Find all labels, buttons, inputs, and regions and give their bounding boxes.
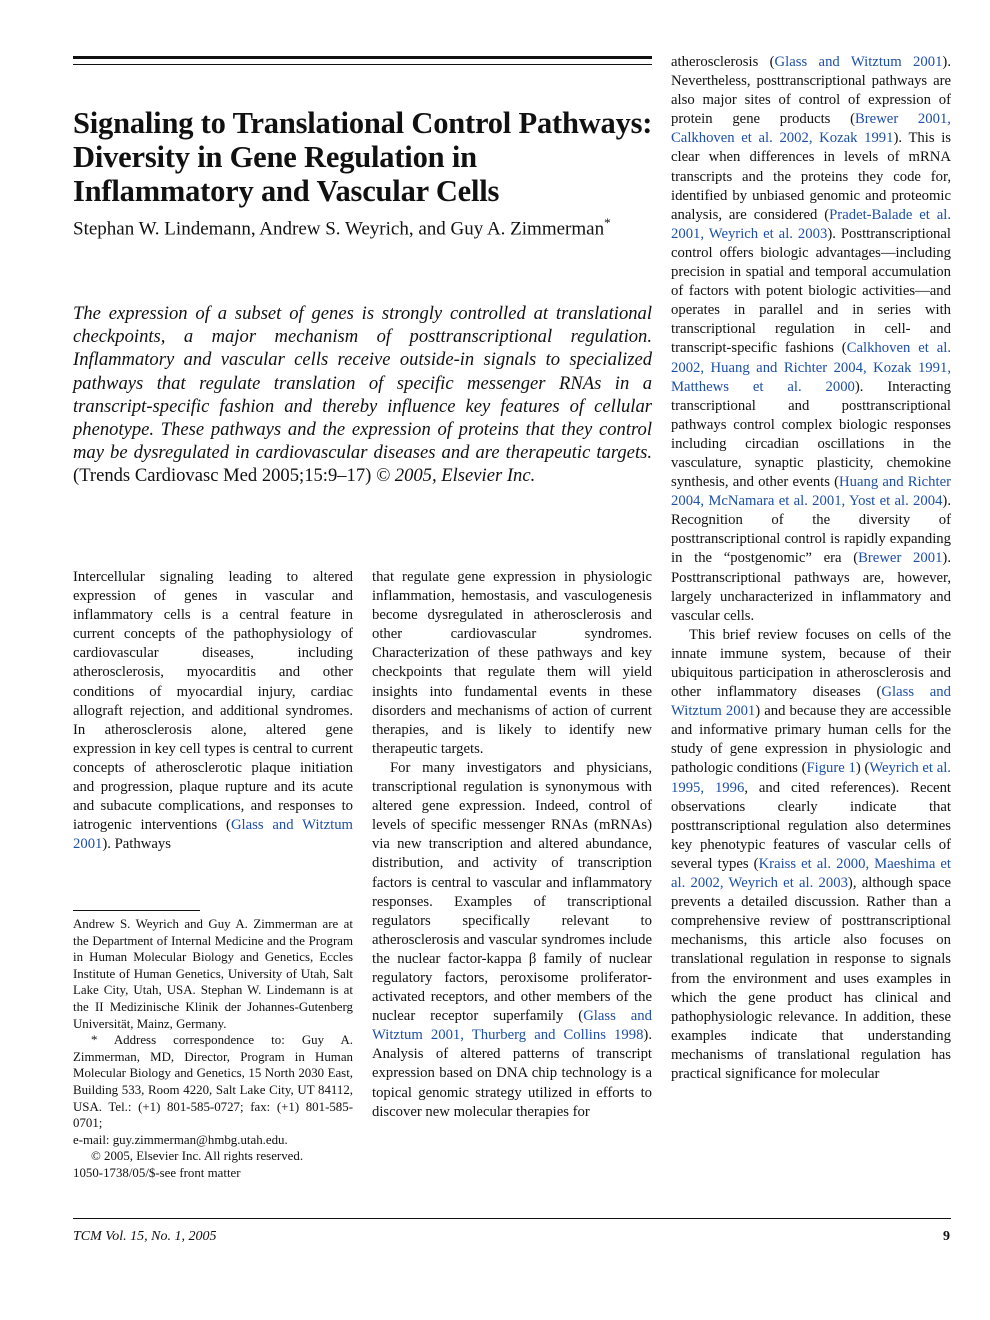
citation-link[interactable]: Glass and Witztum 2001	[671, 684, 951, 720]
body-text: For many investigators and physicians, transcriptional regulation is synonymous with altered gene expression. Indeed, control of levels of specific messenger RNAs (mRNAs) via new transcription and altered abundance, distribution, and activity of transcription factors is central to vascular and inflammatory responses. Examples of transcriptional regulators specifically relevant to atherosclerosis and vascular syndromes include the nuclear factor-kappa β family of nuclear regulatory factors, peroxisome proliferator-activated receptors, and other members of the nuclear receptor superfamily (	[372, 759, 652, 1025]
author-list	[73, 212, 633, 239]
paragraph	[671, 626, 951, 1084]
abstract-citation: (Trends Cardiovasc Med 2005;15:9–17)	[73, 465, 372, 487]
paragraph	[372, 759, 652, 1122]
citation-link[interactable]: Weyrich et al. 1995, 1996	[671, 760, 951, 796]
body-text: ). Recognition of the diversity of posttranscriptional control is rapidly expanding in the “postgenomic” era (	[671, 493, 951, 567]
body-text: ). Pathways	[102, 836, 171, 853]
author-names: Stephan W. Lindemann, Andrew S. Weyrich, and Guy A. Zimmerman	[73, 218, 605, 240]
body-text: ) (	[855, 760, 870, 777]
header-rule-thin	[73, 64, 652, 65]
citation-link[interactable]: Pradet-Balade et al. 2001, Weyrich et al. 2003	[671, 206, 952, 242]
header-rule-thick	[73, 56, 652, 59]
paragraph	[73, 568, 353, 854]
citation-link[interactable]: Brewer 2001, Calkhoven et al. 2002, Kozak 1991	[671, 111, 951, 147]
body-text: ), although space prevents a detailed discussion. Rather than a comprehensive review of posttranscriptional mechanisms, this article also focuses on translational regulation in response to signals from the environment and uses examples in which the gene product has clinical and pathophysiologic relevance. In addition, these examples indicate that understanding mechanisms of translational regulation has practical significance for molecular	[671, 875, 951, 1082]
citation-link[interactable]: Kraiss et al. 2000, Maeshima et al. 2002, Weyrich et al. 2003	[671, 855, 952, 892]
body-text: ). Posttranscriptional control offers biologic advantages—including precision in spatial and temporal accumulation of factors with potent biologic activities—and operates in parallel and in series with transcriptional regulation in cell- and transcript-specific fashions (	[671, 225, 951, 357]
citation-link[interactable]: Glass and Witztum 2001, Thurberg and Collins 1998	[372, 1008, 652, 1044]
paragraph	[671, 53, 951, 626]
citation-link[interactable]: Figure 1	[806, 760, 856, 777]
citation-link[interactable]: Glass and Witztum 2001	[73, 817, 353, 853]
body-text: ) and because they are accessible and informative primary human cells for the study of gene expression in physiologic and pathologic conditions (	[671, 703, 951, 777]
body-text: ). Nevertheless, posttranscriptional pathways are also major sites of control of expression of protein gene products (	[671, 54, 951, 128]
footnote-issn: 1050-1738/05/$-see front matter	[73, 1165, 241, 1180]
body-text: ). This is clear when differences in levels of mRNA transcripts and the proteins they code for, identified by unbiased genomic and proteomic analysis, are considered (	[671, 130, 951, 223]
body-text: atherosclerosis (	[671, 54, 775, 70]
abstract	[73, 302, 652, 488]
footnote-correspondence: * Address correspondence to: Guy A. Zimmerman, MD, Director, Program in Human Molecular Biology and Genetics, 15 North 2030 East, Building 533, Room 4220, Salt Lake City, UT 84112, USA. Tel.: (+1) 801-585-0727; fax: (+1) 801-585-0701;	[73, 1033, 353, 1131]
citation-link[interactable]: Huang and Richter 2004, McNamara et al. 2001, Yost et al. 2004	[671, 474, 951, 510]
body-column-1	[73, 568, 353, 854]
body-text: ). Posttranscriptional pathways are, however, largely uncharacterized in inflammatory and vascular cells.	[671, 550, 951, 624]
footer-rule	[73, 1218, 951, 1219]
body-text: ). Analysis of altered patterns of transcript expression based on DNA chip technology is a topical genomic strategy utilized in efforts to discover new molecular therapies for	[372, 1027, 652, 1120]
footnote-rule	[73, 910, 200, 911]
page-number: 9	[943, 1229, 950, 1244]
abstract-copyright: © 2005, Elsevier Inc.	[376, 465, 536, 487]
journal-citation: TCM Vol. 15, No. 1, 2005	[73, 1229, 217, 1244]
footnote-email: e-mail: guy.zimmerman@hmbg.utah.edu.	[73, 1132, 288, 1147]
citation-link[interactable]: Glass and Witztum 2001	[774, 54, 943, 70]
body-text: ). Interacting transcriptional and posttranscriptional pathways control complex biologic responses including circadian oscillations in the vasculature, synaptic plasticity, chemokine synthesis, and other events (	[671, 378, 951, 491]
article-title: Signaling to Translational Control Pathways: Diversity in Gene Regulation in Inflammatory and Vascular Cells	[73, 106, 653, 208]
body-text: This brief review focuses on cells of the innate immune system, because of their ubiquitous participation in atherosclerosis and other inflammatory diseases (	[671, 626, 951, 701]
abstract-body: The expression of a subset of genes is strongly controlled at translational checkpoints, a major mechanism of posttranscriptional regulation. Inflammatory and vascular cells receive outside-in signals to specialized pathways that regulate translation of specific messenger RNAs in a transcript-specific fashion and thereby influence key features of cellular phenotype. These pathways and the expression of proteins that they control may be dysregulated in cardiovascular diseases and are therapeutic targets.	[73, 303, 652, 464]
body-column-2	[372, 568, 652, 1122]
paragraph	[372, 568, 652, 759]
body-text: Intercellular signaling leading to altered expression of genes in vascular and inflammatory cells is a central feature in current concepts of the pathophysiology of cardiovascular diseases, including atherosclerosis, myocarditis and other conditions of myocardial injury, cardiac allograft rejection, and additional syndromes. In atherosclerosis alone, altered gene expression in key cell types is central to current concepts of atherosclerotic plaque initiation and progression, plaque rupture and its acute and subacute complications, and responses to iatrogenic interventions (	[73, 569, 353, 834]
citation-link[interactable]: Brewer 2001	[858, 550, 943, 567]
footnote-affiliation: Andrew S. Weyrich and Guy A. Zimmerman are at the Department of Internal Medicine and the Program in Human Molecular Biology and Genetics, Eccles Institute of Human Genetics, University of Utah, Salt Lake City, Utah, USA. Stephan W. Lindemann is at the II Medizinische Klinik der Johannes-Gutenberg Universität, Mainz, Germany.	[73, 917, 353, 1031]
footnote-copyright: © 2005, Elsevier Inc. All rights reserved.	[91, 1149, 304, 1164]
corresponding-author-mark: *	[604, 215, 611, 230]
body-text: , and cited references). Recent observations clearly indicate that posttranscriptional regulation also determines key phenotypic features of vascular cells of several types (	[671, 779, 952, 872]
citation-link[interactable]: Calkhoven et al. 2002, Huang and Richter 2004, Kozak 1991, Matthews et al. 2000	[671, 340, 951, 395]
body-column-3	[671, 53, 951, 1084]
body-text: that regulate gene expression in physiologic inflammation, hemostasis, and vasculogenesis become dysregulated in atherosclerosis and other cardiovascular syndromes. Characterization of these pathways and key checkpoints that regulate them will yield insights into fundamental events in these disorders and mechanisms of action of current therapies, and is likely to identify new therapeutic targets.	[372, 569, 652, 757]
footnotes	[73, 916, 353, 1182]
